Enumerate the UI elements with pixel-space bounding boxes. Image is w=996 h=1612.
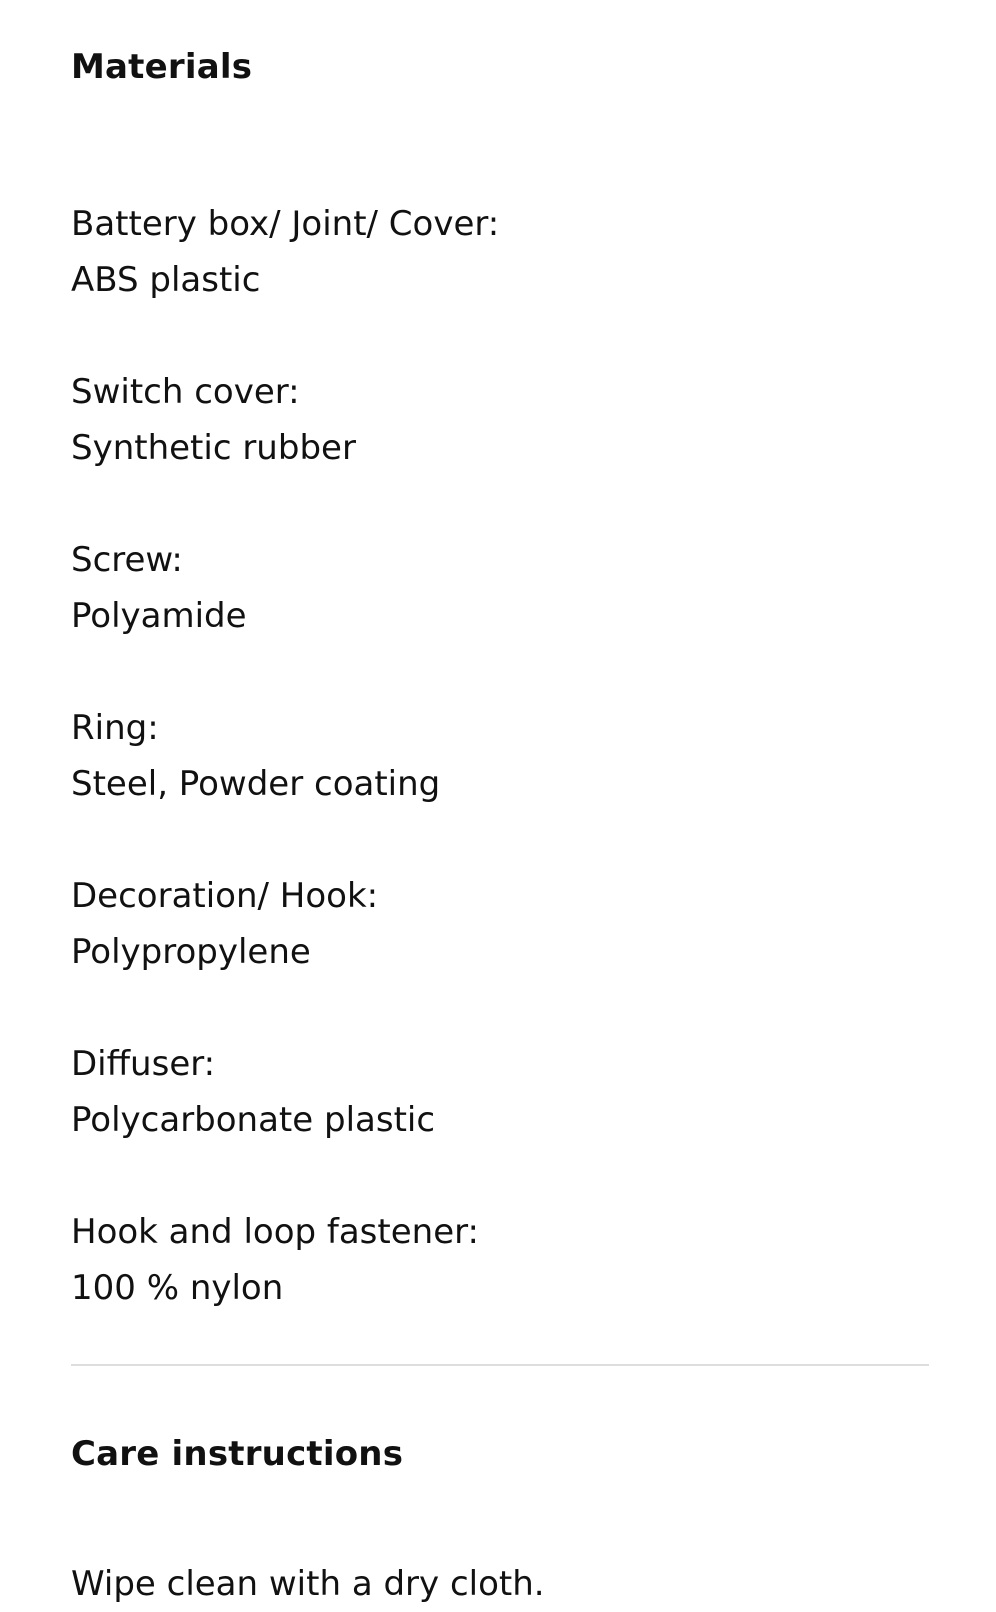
section-divider: [71, 1364, 929, 1366]
care-instructions-heading: Care instructions: [71, 1434, 404, 1474]
material-label: Decoration/ Hook:: [71, 876, 379, 916]
material-value: Polycarbonate plastic: [71, 1100, 436, 1140]
material-item-diffuser: [71, 1036, 435, 1148]
material-label: Battery box/ Joint/ Cover:: [71, 204, 500, 244]
materials-heading: Materials: [71, 47, 253, 87]
material-label: Diffuser:: [71, 1044, 216, 1084]
material-value: Polypropylene: [71, 932, 311, 972]
material-label: Hook and loop fastener:: [71, 1212, 479, 1252]
material-item-battery-box: [71, 196, 499, 308]
material-value: ABS plastic: [71, 260, 261, 300]
material-label: Screw:: [71, 540, 183, 580]
material-item-switch-cover: [71, 364, 356, 476]
material-value: Steel, Powder coating: [71, 764, 441, 804]
material-item-screw: [71, 532, 247, 644]
material-item-decoration-hook: [71, 868, 378, 980]
material-item-hook-loop-fastener: [71, 1204, 479, 1316]
material-value: Polyamide: [71, 596, 247, 636]
material-label: Ring:: [71, 708, 159, 748]
material-value: Synthetic rubber: [71, 428, 356, 468]
material-label: Switch cover:: [71, 372, 300, 412]
care-instructions-text: Wipe clean with a dry cloth.: [71, 1564, 545, 1604]
material-value: 100 % nylon: [71, 1268, 284, 1308]
material-item-ring: [71, 700, 440, 812]
